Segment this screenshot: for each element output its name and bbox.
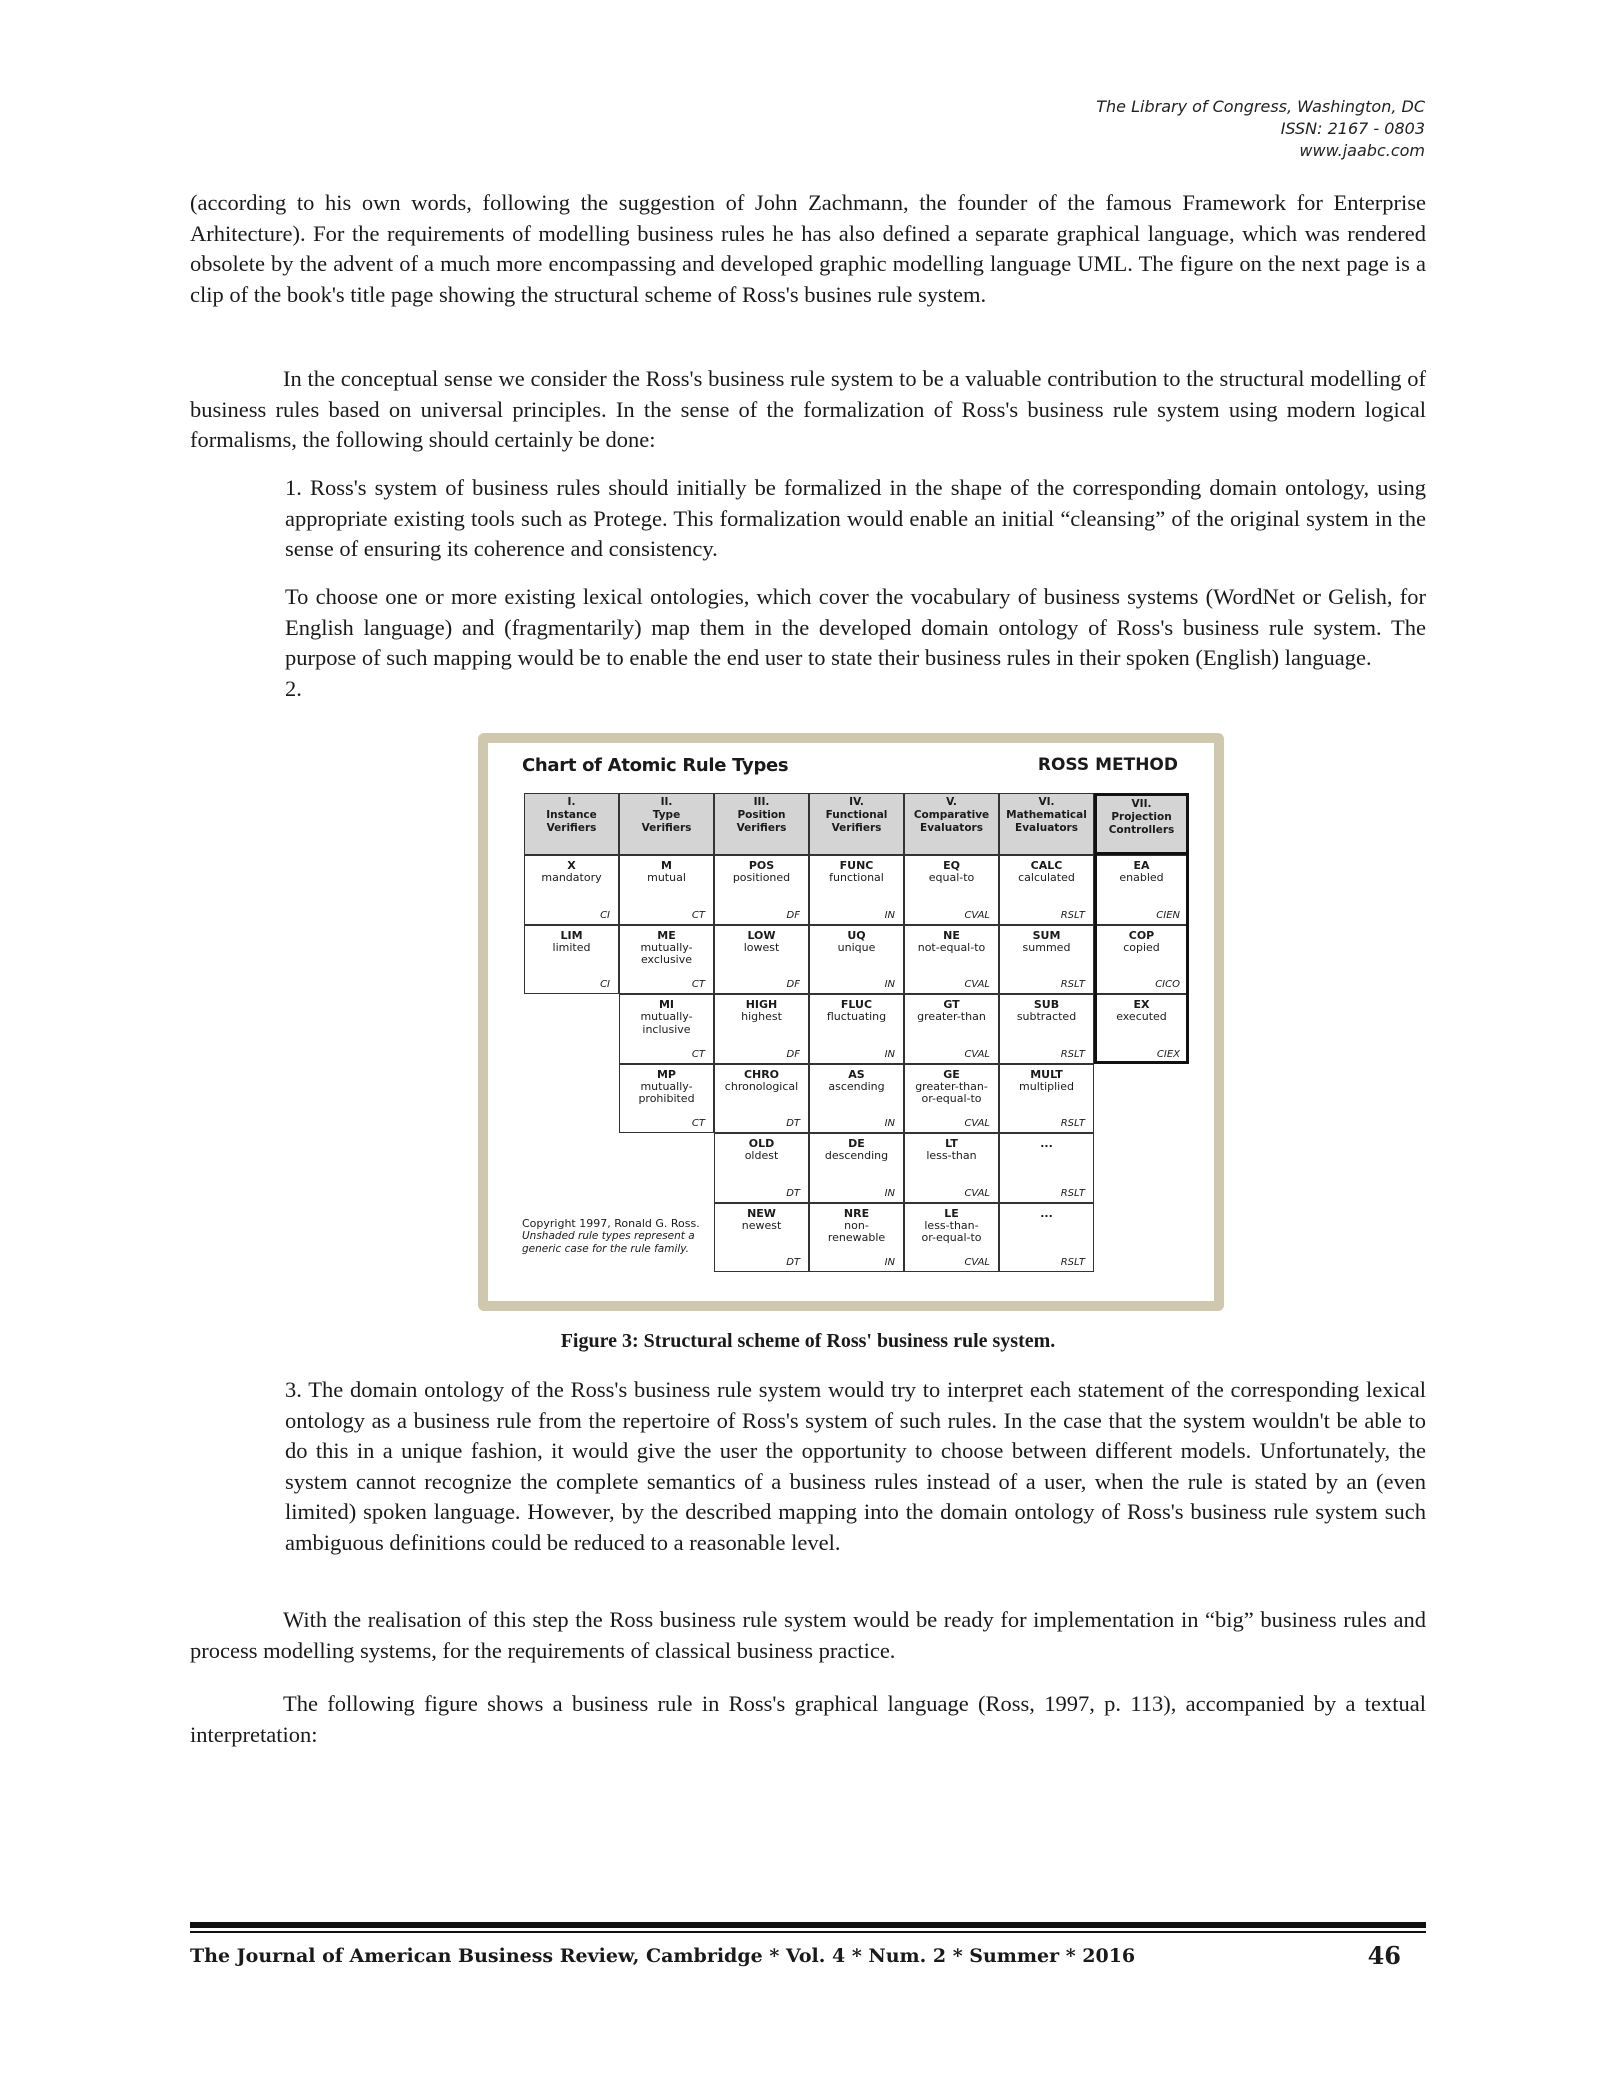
- rule-type-cell: [999, 1064, 1094, 1134]
- rule-type-cell: [619, 855, 714, 925]
- column-header-l1: Mathematical: [1006, 809, 1087, 821]
- rule-type-cell: [809, 1203, 904, 1273]
- column-header-l1: Functional: [825, 809, 888, 821]
- rule-name-line: prohibited: [638, 1092, 695, 1105]
- rule-name-line: unique: [837, 940, 876, 954]
- rule-code: NE: [943, 928, 960, 942]
- rule-name-line: executed: [1116, 1010, 1167, 1023]
- rule-type-cell: [999, 994, 1094, 1064]
- rule-code: UQ: [847, 928, 866, 942]
- journal-footer: The Journal of American Business Review, Cambridge * Vol. 4 * Num. 2 * Summer * 2016: [190, 1945, 1136, 1967]
- rule-family-code: CT: [691, 1048, 705, 1060]
- rule-type-cell: [714, 1064, 809, 1134]
- chart-title: Chart of Atomic Rule Types: [522, 755, 789, 776]
- rule-family-code: CI: [600, 979, 610, 990]
- atomic-rule-chart: [488, 743, 1214, 1301]
- column-header-l1: Type: [652, 809, 681, 821]
- page-number: 46: [1367, 1941, 1401, 1970]
- column-header-5: [904, 793, 999, 855]
- rule-name-line: subtracted: [1016, 1010, 1077, 1023]
- rule-name-line: inclusive: [642, 1022, 691, 1036]
- figure-3-frame: [478, 733, 1224, 1311]
- rule-type-cell: [999, 1203, 1094, 1273]
- chart-copyright: [522, 1217, 700, 1256]
- rule-code: NRE: [843, 1206, 870, 1220]
- rule-family-code: RSLT: [1060, 1257, 1085, 1268]
- rule-family-code: CVAL: [964, 1257, 990, 1268]
- list-item-2: [285, 582, 1426, 704]
- rule-name-line: exclusive: [640, 953, 693, 966]
- rule-name-line: or-equal-to: [921, 1092, 982, 1105]
- rule-name-line: lowest: [743, 940, 780, 954]
- column-header-3: [714, 793, 809, 855]
- rule-code: ME: [657, 928, 676, 942]
- column-header-l1: Comparative: [913, 809, 990, 821]
- rule-family-code: RSLT: [1060, 979, 1085, 990]
- rule-code: GT: [943, 998, 960, 1011]
- list-item-1: [285, 473, 1426, 565]
- rule-family-code: DT: [786, 1257, 800, 1268]
- column-header-num: III.: [753, 796, 770, 808]
- rule-type-cell: [524, 855, 619, 925]
- rule-code: LOW: [747, 928, 776, 942]
- copyright-text: Copyright 1997, Ronald G. Ross.: [522, 1217, 700, 1230]
- copyright-note-line-1: Unshaded rule types represent a: [522, 1230, 695, 1242]
- column-header-num: V.: [946, 796, 957, 808]
- rule-type-cell: [809, 925, 904, 995]
- rule-name-line: or-equal-to: [921, 1231, 982, 1244]
- column-header-num: I.: [567, 796, 576, 808]
- paragraph-2-text: In the conceptual sense we consider the Ross's business rule system to be a valuable contribution to the structural modelling of business rules based on universal principles. In the sense of the formalization of Ross's business rule system using modern logical formalisms, the following should certainly be done:: [190, 366, 1426, 452]
- rule-family-code: DF: [786, 909, 800, 921]
- rule-code: COP: [1128, 928, 1155, 942]
- chart-method-label: ROSS METHOD: [1037, 755, 1178, 775]
- rule-name-line: enabled: [1119, 871, 1164, 884]
- paragraph-4: [190, 1605, 1426, 1666]
- rule-family-code: CI: [600, 909, 610, 921]
- rule-name-line: multiplied: [1019, 1079, 1074, 1093]
- rule-family-code: DF: [786, 1048, 800, 1060]
- header-line-library: The Library of Congress, Washington, DC: [1096, 97, 1425, 116]
- column-header-l2: Evaluators: [1015, 822, 1078, 834]
- rule-type-cell: [809, 855, 904, 925]
- rule-family-code: CIEN: [1156, 909, 1180, 921]
- rule-name-line: less-than-: [924, 1218, 979, 1232]
- rule-name-line: mutually-: [640, 940, 693, 954]
- rule-type-cell: [809, 1133, 904, 1203]
- rule-family-code: CVAL: [964, 1048, 990, 1060]
- column-header-l1: Instance: [546, 809, 597, 821]
- rule-type-cell: [714, 1203, 809, 1273]
- column-header-l2: Evaluators: [920, 822, 983, 834]
- rule-name-line: mutually-: [640, 1079, 693, 1093]
- rule-code: LT: [945, 1137, 958, 1150]
- rule-type-cell: [904, 1064, 999, 1134]
- column-header-l1: Position: [737, 809, 786, 821]
- rule-name-line: renewable: [827, 1231, 886, 1244]
- rule-code: ...: [1040, 1206, 1053, 1220]
- rule-type-cell: [524, 925, 619, 995]
- rule-type-cell: [714, 855, 809, 925]
- column-header-l1: Projection: [1111, 811, 1172, 823]
- list-item-3: [285, 1375, 1426, 1558]
- rule-name-line: non-: [844, 1218, 869, 1232]
- rule-family-code: CT: [691, 1118, 705, 1129]
- rule-family-code: DT: [786, 1118, 800, 1129]
- paragraph-1-text: (according to his own words, following the suggestion of John Zachmann, the founder of the famous Framework for Enterprise Arhitecture). For the requirements of modelling business rules he has also defined a separate graphical language, which was rendered obsolete by the advent of a much more encompassing and developed graphic modelling language UML. The figure on the next page is a clip of the book's title page showing the structural scheme of Ross's busines rule system.: [190, 190, 1426, 307]
- rule-type-cell: [904, 994, 999, 1064]
- rule-code: EA: [1133, 859, 1150, 872]
- rule-type-cell: [1094, 925, 1189, 995]
- rule-code: MULT: [1030, 1067, 1063, 1081]
- copyright-note-line-2: generic case for the rule family.: [522, 1243, 690, 1255]
- rule-code: MI: [658, 998, 675, 1011]
- rule-name-line: equal-to: [928, 871, 975, 884]
- rule-family-code: IN: [884, 1257, 895, 1268]
- rule-code: X: [567, 859, 576, 872]
- column-header-1: [524, 793, 619, 855]
- header-line-url: www.jaabc.com: [1299, 141, 1425, 160]
- rule-type-cell: [904, 1203, 999, 1273]
- rule-name-line: mutually-: [640, 1010, 693, 1023]
- rule-name-line: calculated: [1018, 871, 1075, 884]
- rule-name-line: oldest: [744, 1149, 779, 1162]
- rule-family-code: DF: [786, 979, 800, 990]
- rule-name-line: fluctuating: [826, 1010, 887, 1023]
- rule-family-code: CVAL: [964, 909, 990, 921]
- rule-code: GE: [943, 1067, 960, 1081]
- rule-name-line: greater-than: [917, 1010, 986, 1023]
- rule-type-cell: [999, 1133, 1094, 1203]
- column-header-2: [619, 793, 714, 855]
- rule-type-cell: [619, 1064, 714, 1134]
- rule-code: CHRO: [743, 1067, 780, 1081]
- rule-code: LE: [944, 1206, 959, 1220]
- rule-name-line: limited: [552, 940, 591, 954]
- rule-name-line: chronological: [724, 1079, 799, 1093]
- rule-family-code: IN: [884, 979, 895, 990]
- rule-family-code: CICO: [1155, 979, 1180, 990]
- rule-type-cell: [619, 925, 714, 995]
- list-item-2-number: 2.: [285, 675, 302, 701]
- paragraph-1: [190, 188, 1426, 310]
- rule-name-line: functional: [829, 871, 884, 884]
- footer-rule-thick: [190, 1922, 1426, 1928]
- paragraph-5: [190, 1689, 1426, 1750]
- footer-rule-thin: [190, 1931, 1426, 1933]
- rule-type-cell: [904, 925, 999, 995]
- paragraph-2: [190, 364, 1426, 456]
- rule-type-cell: [714, 1133, 809, 1203]
- rule-name-line: summed: [1022, 940, 1071, 954]
- rule-name-line: mandatory: [541, 871, 602, 884]
- rule-name-line: less-than: [926, 1149, 977, 1162]
- rule-name-line: greater-than-: [915, 1079, 988, 1093]
- rule-type-cell: [809, 1064, 904, 1134]
- rule-type-cell: [999, 855, 1094, 925]
- rule-name-line: newest: [741, 1218, 782, 1232]
- rule-code: HIGH: [745, 998, 778, 1011]
- running-header: [1096, 96, 1425, 162]
- rule-code: OLD: [748, 1137, 775, 1150]
- column-header-num: VII.: [1131, 798, 1152, 810]
- column-header-l2: Verifiers: [546, 822, 597, 834]
- column-header-7: [1094, 793, 1189, 855]
- rule-family-code: IN: [884, 1187, 895, 1199]
- rule-name-line: not-equal-to: [917, 940, 986, 954]
- list-item-2-text: To choose one or more existing lexical ontologies, which cover the vocabulary of business systems (WordNet or Gelish, for English language) and (fragmentarily) map them in the developed domain ontology of Ross's business rule system. The purpose of such mapping would be to enable the end user to state their business rules in their spoken (English) language.: [285, 584, 1426, 670]
- column-header-l2: Verifiers: [831, 822, 882, 834]
- rule-family-code: IN: [884, 1118, 895, 1129]
- list-item-3-text: 3. The domain ontology of the Ross's business rule system would try to interpret each statement of the corresponding lexical ontology as a business rule from the repertoire of Ross's system of such rules. In the case that the system wouldn't be able to do this in a unique fashion, it would give the user the opportunity to choose between different models. Unfortunately, the system cannot recognize the complete semantics of a business rules instead of a user, when the rule is stated by an (even limited) spoken language. However, by the described mapping into the domain ontology of Ross's business rule system such ambiguous definitions could be reduced to a reasonable level.: [285, 1377, 1426, 1555]
- rule-name-line: highest: [741, 1010, 782, 1023]
- rule-family-code: CVAL: [964, 1118, 990, 1129]
- rule-type-cell: [714, 994, 809, 1064]
- rule-family-code: RSLT: [1060, 1187, 1085, 1199]
- rule-name-line: positioned: [732, 871, 791, 884]
- rule-family-code: CIEX: [1156, 1048, 1180, 1060]
- paragraph-5-text: The following figure shows a business rule in Ross's graphical language (Ross, 1997, p. 113), accompanied by a textual interpretation:: [190, 1691, 1426, 1747]
- column-header-l2: Controllers: [1108, 824, 1175, 836]
- header-line-issn: ISSN: 2167 - 0803: [1280, 119, 1425, 138]
- column-header-num: VI.: [1038, 796, 1055, 808]
- rule-type-cell: [619, 994, 714, 1064]
- rule-family-code: CVAL: [964, 979, 990, 990]
- rule-code: AS: [848, 1067, 865, 1081]
- column-header-6: [999, 793, 1094, 855]
- rule-name-line: copied: [1123, 940, 1160, 954]
- rule-code: EX: [1133, 998, 1150, 1011]
- rule-type-cell: [1094, 855, 1189, 925]
- rule-family-code: CVAL: [964, 1187, 990, 1199]
- column-header-num: II.: [660, 796, 673, 808]
- rule-type-cell: [714, 925, 809, 995]
- rule-family-code: RSLT: [1060, 909, 1085, 921]
- figure-caption: Figure 3: Structural scheme of Ross' business rule system.: [560, 1330, 1056, 1352]
- rule-name-line: mutual: [647, 871, 686, 884]
- rule-code: FUNC: [839, 859, 874, 872]
- rule-code: ...: [1040, 1137, 1053, 1150]
- rule-code: M: [661, 859, 672, 872]
- column-header-l2: Verifiers: [641, 822, 692, 834]
- rule-name-line: ascending: [828, 1079, 885, 1093]
- rule-name-line: descending: [824, 1149, 889, 1162]
- rule-type-cell: [999, 925, 1094, 995]
- column-header-4: [809, 793, 904, 855]
- rule-type-cell: [1094, 994, 1189, 1064]
- list-item-1-text: 1. Ross's system of business rules should initially be formalized in the shape of the corresponding domain ontology, using appropriate existing tools such as Protege. This formalization would enable an initial “cleansing” of the original system in the sense of ensuring its coherence and consistency.: [285, 475, 1426, 561]
- rule-family-code: DT: [786, 1187, 800, 1199]
- rule-family-code: IN: [884, 1048, 895, 1060]
- rule-code: SUB: [1033, 998, 1060, 1011]
- column-header-num: IV.: [849, 796, 864, 808]
- rule-code: SUM: [1032, 928, 1061, 942]
- rule-family-code: IN: [884, 909, 895, 921]
- rule-code: LIM: [560, 928, 583, 942]
- rule-type-cell: [904, 1133, 999, 1203]
- column-header-l2: Verifiers: [736, 822, 787, 834]
- rule-family-code: RSLT: [1060, 1118, 1085, 1129]
- paragraph-4-text: With the realisation of this step the Ross business rule system would be ready for implementation in “big” business rules and process modelling systems, for the requirements of classical business practice.: [190, 1607, 1426, 1663]
- rule-code: CALC: [1030, 859, 1063, 872]
- rule-type-cell: [904, 855, 999, 925]
- rule-family-code: RSLT: [1060, 1048, 1085, 1060]
- rule-family-code: CT: [691, 979, 705, 990]
- rule-code: FLUC: [840, 998, 873, 1011]
- rule-code: POS: [748, 859, 775, 872]
- rule-code: EQ: [943, 859, 960, 872]
- rule-code: MP: [656, 1067, 676, 1081]
- rule-code: NEW: [747, 1206, 776, 1220]
- rule-type-cell: [809, 994, 904, 1064]
- rule-family-code: CT: [691, 909, 705, 921]
- rule-code: DE: [848, 1137, 865, 1150]
